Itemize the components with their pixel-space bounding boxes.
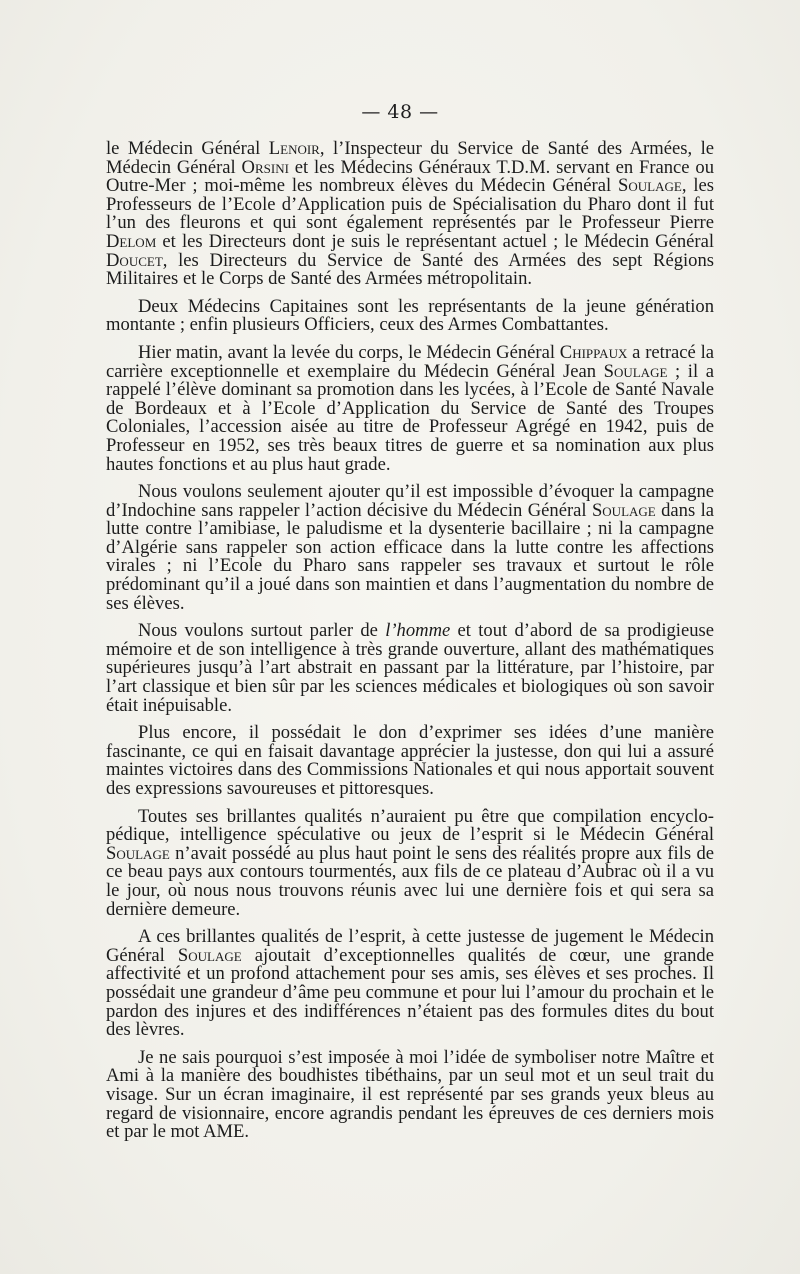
page-number: — 48 —: [361, 101, 439, 123]
paragraph-5: [106, 622, 714, 715]
person-name: Chippaux: [559, 341, 628, 363]
text-run: ; il a rappelé l’élève dominant sa promotion dans les lycées, à l’Ecole de Santé Navale de Bordeaux et à l’Ecole d’Application du Service de Santé des Troupes Coloniales, l’accession aisée au titre de Professeur Agrégé en 1942, puis de Professeur en 1952, ses très beaux titres de guerre et sa nomination aux plus hautes fonctions et au plus haut grade.: [106, 360, 714, 475]
text-run: et les Médecins Généraux T.D.M. servant en France ou Outre-Mer ; moi-même les nombreux élèves du Médecin Général: [106, 156, 714, 197]
paragraph-6: [106, 724, 714, 798]
person-name: Soulage: [177, 944, 242, 966]
paragraph-3: [106, 341, 714, 475]
paragraph-1: [106, 140, 714, 289]
text-run: A ces brillantes qualités de l’esprit, à cette justesse de jugement le Médecin Général: [106, 926, 714, 966]
emphasis-text: l’homme: [385, 620, 451, 642]
text-run: Nous voulons seulement ajouter qu’il est impossible d’évoquer la campagne d’Indochine sans rappeler l’action décisive du Médecin Général: [106, 481, 714, 521]
person-name: Soulage: [591, 499, 656, 521]
paragraph-8: [106, 928, 714, 1040]
text-run: ajoutait d’exceptionnelles qualités de cœur, une grande affectivité et un profond attachement pour ses amis, ses élèves et ses proches. Il possédait une grandeur d’âme peu commune et pour lui l’amour du prochain et le pardon des injures et des indifférences n’étaient pas des formules dites du bout des lèvres.: [106, 944, 714, 1041]
text-run: et tout d’abord de sa prodigieuse mémoire et de son intelligence à très grande ouverture, allant des mathématiques supérieures jusqu’à l’art abstrait en passant par la littérature, par l’histoire, par l’art classique et bien sûr par les sciences médicales et biologiques où son savoir était inépuisable.: [106, 620, 714, 716]
text-run: Plus encore, il possédait le don d’exprimer ses idées d’une manière fascinante, ce qui en faisait davantage apprécier la justesse, don qui lui a assuré maintes victoires dans des Commissions Nationales et qui nous apportait souvent des expressions savoureuses et pittoresques.: [106, 722, 714, 799]
text-run: a retracé la carrière exceptionnelle et exemplaire du Médecin Général Jean: [106, 341, 714, 382]
text-run: dans la lutte contre l’amibiase, le paludisme et la dysenterie bacillaire ; ni la campagne d’Algérie sans rappeler son action efficace dans la lutte contre les affections virales ; ni l’Ecole du Pharo sans rappeler ses travaux et surtout le rôle prédominant qu’il a joué dans son maintien et dans l’augmentation du nombre de ses élèves.: [106, 499, 714, 614]
person-name: Soulage: [106, 842, 170, 864]
text-run: , l’Inspecteur du Service de Santé des Armées, le Médecin Général: [106, 138, 714, 178]
text-run: Deux Médecins Capitaines sont les représentants de la jeune génération montante ; enfin plusieurs Officiers, ceux des Armes Combattantes.: [106, 295, 714, 336]
paragraph-4: [106, 483, 714, 613]
text-run: et les Directeurs dont je suis le représentant actuel ; le Médecin Général: [156, 230, 714, 252]
person-name: Soulage: [618, 175, 682, 197]
person-name: Doucet: [106, 249, 163, 271]
text-run: le Médecin Général: [106, 138, 269, 159]
text-run: n’avait possédé au plus haut point le sens des réalités propre aux fils de ce beau pays aux contours tourmentés, aux fils de ce plateau d’Aubrac où il a vu le jour, où nous nous trouvons réunis avec lui une dernière fois et qui sera sa dernière demeure.: [106, 842, 714, 920]
paragraph-7: [106, 805, 714, 920]
person-name: Lenoir: [268, 138, 320, 159]
text-run: Hier matin, avant la levée du corps, le Médecin Général: [138, 341, 560, 363]
person-name: Delom: [106, 230, 157, 252]
text-run: , les Professeurs de l’Ecole d’Application puis de Spécialisation du Pharo dont il fut l’un des fleurons et qui sont également représentés par le Professeur Pierre: [106, 175, 715, 234]
text-run: Je ne sais pourquoi s’est imposée à moi l’idée de symboliser notre Maître et Ami à la manière des boudhistes tibéthains, par un seul mot et un seul trait du visage. Sur un écran imaginaire, il est représenté par ses grands yeux bleus au regard de visionnaire, encore agrandis pendant les épreuves de ces derniers mois et par le mot AME.: [106, 1046, 714, 1143]
text-run: Toutes ses brillantes qualités n’auraient pu être que compilation encyclopédique, intelligence spéculative ou jeux de l’esprit si le Médecin Général: [106, 805, 714, 846]
person-name: Orsini: [241, 156, 289, 178]
paragraph-9: [106, 1046, 714, 1143]
text-run: , les Directeurs du Service de Santé des Armées des sept Régions Militaires et le Corps de Santé des Armées métropolitain.: [106, 249, 714, 290]
paragraph-2: [106, 295, 714, 336]
body-text: [106, 140, 714, 1142]
text-run: Nous voulons surtout parler de: [138, 620, 386, 642]
person-name: Soulage: [603, 360, 668, 382]
